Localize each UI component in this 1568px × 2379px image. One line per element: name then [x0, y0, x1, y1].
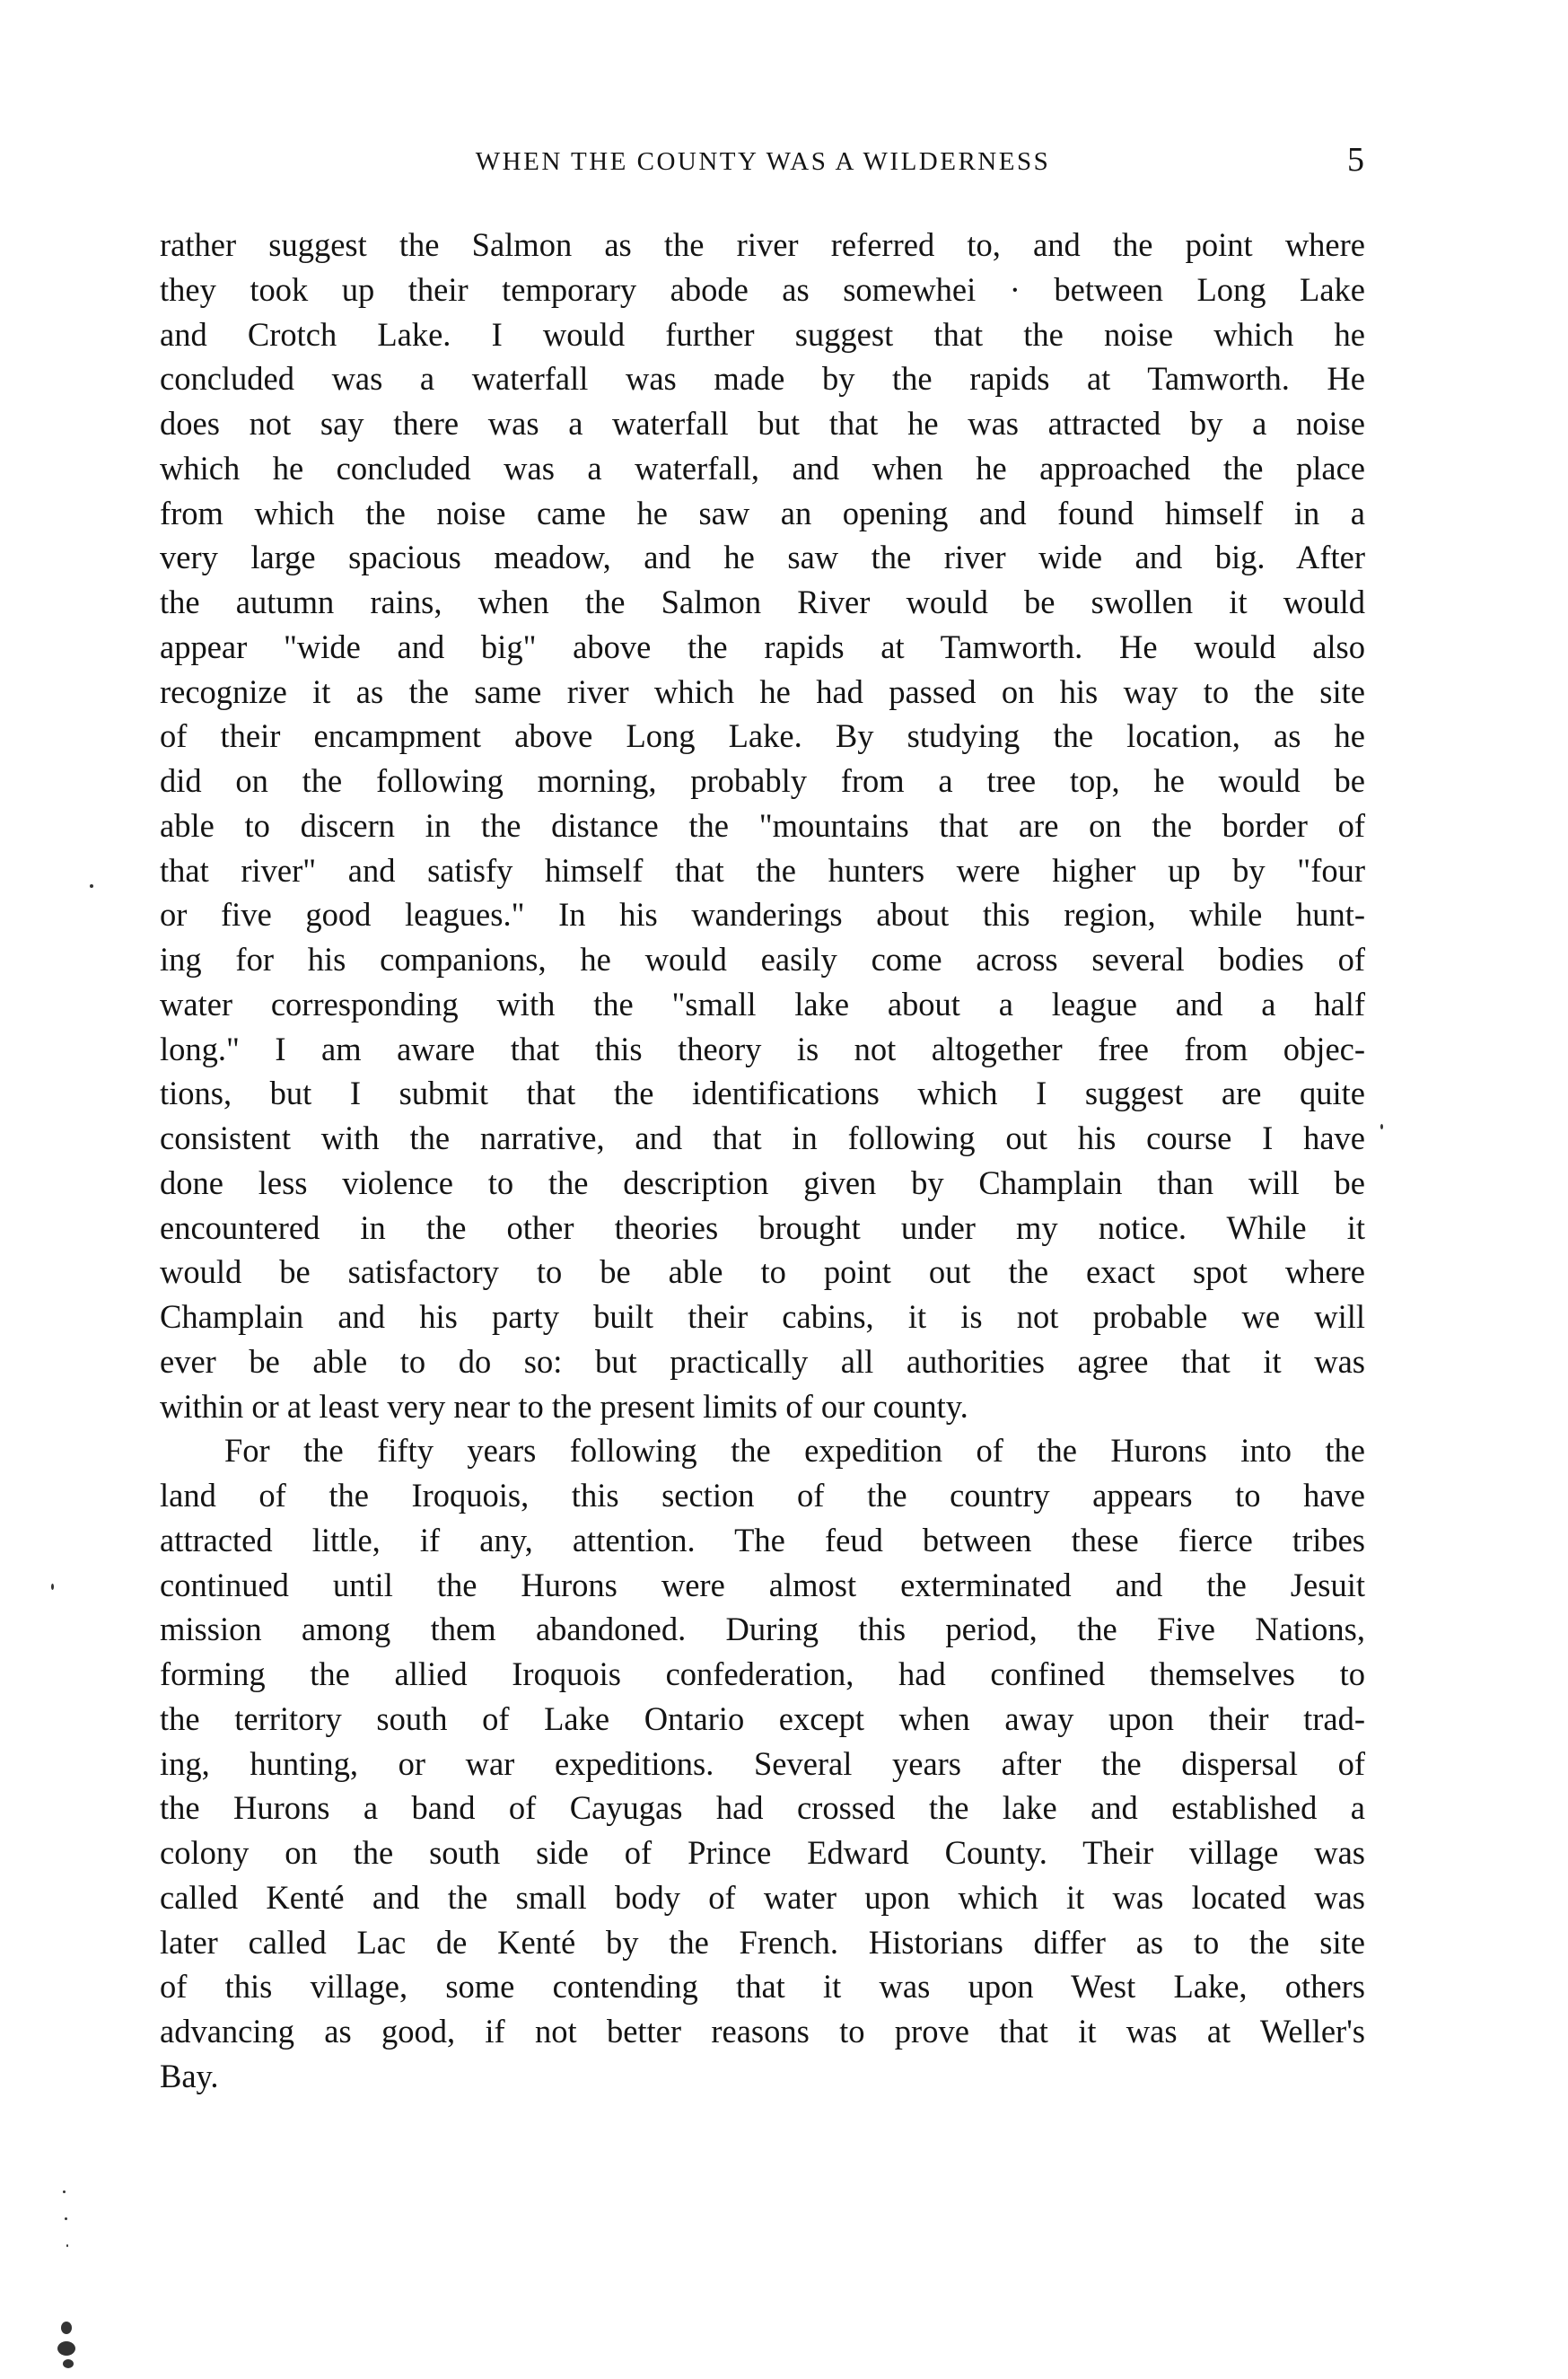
text-line: advancing as good, if not better reasons to prove that it was at Weller's	[160, 2013, 1365, 2050]
text-line: and Crotch Lake. I would further suggest that the noise which he	[160, 315, 1365, 353]
text-line: or five good leagues." In his wanderings about this region, while hunt-	[160, 896, 1365, 934]
text-line: within or at least very near to the present limits of our county.	[160, 1387, 968, 1425]
text-line: land of the Iroquois, this section of the country appears to have	[160, 1477, 1365, 1514]
scan-speck	[63, 2359, 74, 2368]
scan-speck	[63, 2190, 66, 2193]
text-line: encountered in the other theories brought under my notice. While it	[160, 1208, 1365, 1246]
text-line: appear "wide and big" above the rapids at Tamworth. He would also	[160, 628, 1365, 665]
text-line: long." I am aware that this theory is not altogether free from objec-	[160, 1030, 1365, 1067]
text-line: able to discern in the distance the "mountains that are on the border of	[160, 806, 1365, 844]
running-title: WHEN THE COUNTY WAS A WILDERNESS	[475, 147, 1051, 176]
text-line: recognize it as the same river which he had passed on his way to the site	[160, 672, 1365, 710]
page-number: 5	[1347, 141, 1364, 179]
text-line: which he concluded was a waterfall, and when he approached the place	[160, 449, 1365, 487]
text-line: forming the allied Iroquois confederation, had confined themselves to	[160, 1655, 1365, 1692]
scan-speck	[1380, 1124, 1383, 1129]
text-line: of this village, some contending that it was upon West Lake, others	[160, 1968, 1365, 2006]
text-line: water corresponding with the "small lake about a league and a half	[160, 985, 1365, 1023]
text-line: does not say there was a waterfall but that he was attracted by a noise	[160, 405, 1365, 442]
text-line: did on the following morning, probably from a tree top, he would be	[160, 762, 1365, 799]
text-line: later called Lac de Kenté by the French. Historians differ as to the site	[160, 1923, 1365, 1961]
scan-speck	[90, 884, 93, 888]
body-text	[160, 223, 1365, 2099]
running-header	[162, 141, 1364, 180]
text-line: the Hurons a band of Cayugas had crossed the lake and established a	[160, 1789, 1365, 1827]
text-line: the autumn rains, when the Salmon River would be swollen it would	[160, 584, 1365, 620]
paragraph	[160, 223, 1365, 1428]
text-line: colony on the south side of Prince Edward County. Their village was	[160, 1834, 1365, 1871]
scan-speck	[57, 2341, 75, 2356]
text-line: of their encampment above Long Lake. By studying the location, as he	[160, 717, 1365, 755]
paragraph	[160, 1428, 1365, 2098]
text-line: rather suggest the Salmon as the river referred to, and the point where	[160, 226, 1365, 263]
text-line: tions, but I submit that the identifications which I suggest are quite	[160, 1075, 1365, 1112]
text-line: For the fifty years following the expedition of the Hurons into the	[224, 1432, 1365, 1470]
text-line: that river" and satisfy himself that the hunters were higher up by "four	[160, 851, 1365, 889]
text-line: continued until the Hurons were almost exterminated and the Jesuit	[160, 1566, 1365, 1603]
scan-speck	[61, 2322, 72, 2334]
text-line: from which the noise came he saw an opening and found himself in a	[160, 494, 1365, 531]
text-line: very large spacious meadow, and he saw the river wide and big. After	[160, 539, 1365, 576]
text-line: ing for his companions, he would easily come across several bodies of	[160, 941, 1365, 978]
text-line: would be satisfactory to be able to point out the exact spot where	[160, 1253, 1365, 1291]
text-line: Bay.	[160, 2057, 219, 2094]
scan-speck	[51, 1584, 54, 1590]
text-line: mission among them abandoned. During this period, the Five Nations,	[160, 1611, 1365, 1648]
text-line: Champlain and his party built their cabins, it is not probable we will	[160, 1298, 1365, 1335]
text-line: ing, hunting, or war expeditions. Several years after the dispersal of	[160, 1744, 1365, 1782]
text-line: done less violence to the description given by Champlain than will be	[160, 1163, 1365, 1201]
text-line: consistent with the narrative, and that in following out his course I have	[160, 1119, 1365, 1156]
text-line: they took up their temporary abode as somewhei · between Long Lake	[160, 270, 1365, 308]
text-line: ever be able to do so: but practically all authorities agree that it was	[160, 1342, 1365, 1380]
text-line: attracted little, if any, attention. The feud between these fierce tribes	[160, 1521, 1365, 1558]
text-line: concluded was a waterfall was made by the rapids at Tamworth. He	[160, 360, 1365, 398]
scan-speck	[66, 2244, 68, 2247]
scan-speck	[65, 2217, 67, 2220]
text-line: the territory south of Lake Ontario except when away upon their trad-	[160, 1699, 1365, 1737]
text-line: called Kenté and the small body of water upon which it was located was	[160, 1878, 1365, 1916]
